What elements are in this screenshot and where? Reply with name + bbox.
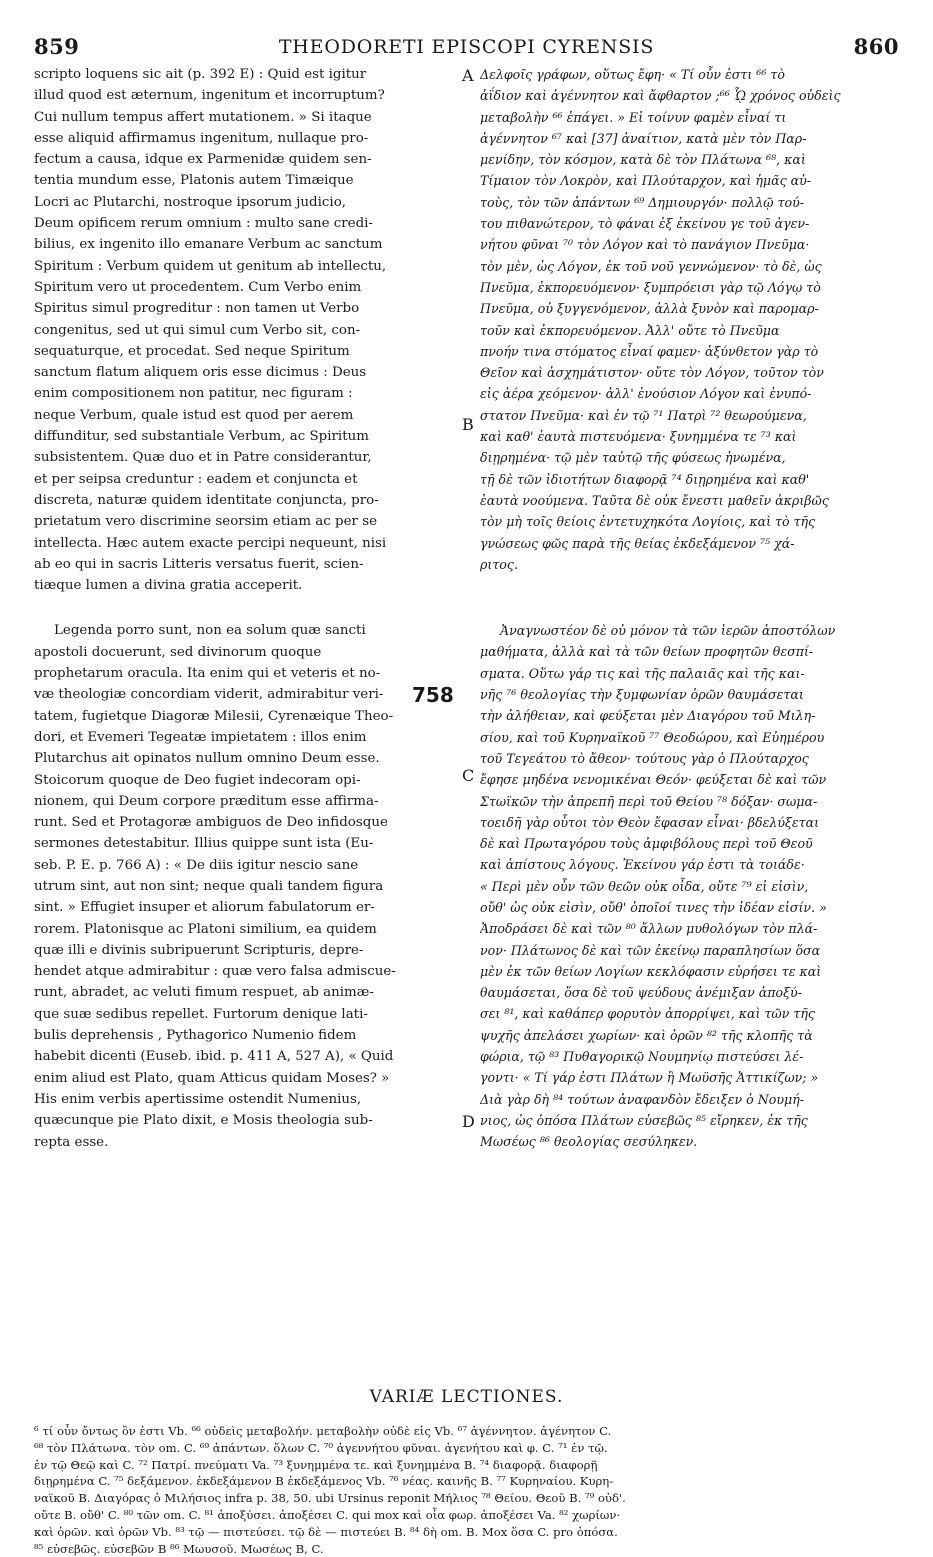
latin-line: bulis deprehensis , Pythagorico Numenio fidem [34, 1028, 357, 1044]
greek-line: Ἀποδράσει δὲ καὶ τῶν ⁸⁰ ἄλλων μυθολόγων τὸν πλά- [480, 921, 818, 937]
latin-line: tiæque lumen a divina gratia acceperit. [34, 578, 303, 594]
greek-line: τὸν μὲν, ὡς Λόγον, ἐκ τοῦ νοῦ γεννώμενον· τὸ δὲ, ὡς [480, 258, 822, 274]
greek-line: ἀγέννητον ⁶⁷ καὶ [37] ἀναίτιον, κατὰ μὲν τὸν Παρ- [480, 130, 807, 146]
margin-marker-c: C [462, 766, 475, 785]
greek-line: Θεῖον καὶ ἀσχημάτιστον· οὔτε τὸν Λόγον, τοῦτον τὸν [480, 365, 824, 381]
latin-line: sint. » Effugiet insuper et aliorum fabulatorum er- [34, 900, 375, 916]
latin-line: illud quod est æternum, ingenitum et incorruptum? [34, 88, 385, 104]
latin-line: quæ illi e divinis subripuerunt Scripturis, depre- [34, 942, 364, 958]
greek-line: στατον Πνεῦμα· καὶ ἐν τῷ ⁷¹ Πατρὶ ⁷² θεωρούμενα, [480, 407, 807, 423]
latin-line: Legenda porro sunt, non ea solum quæ sancti [54, 623, 366, 639]
greek-line: οὔθ' ὡς οὐκ εἰσὶν, οὔθ' ὁποῖοί τινες τὴν ἰδέαν εἰσίν. » [480, 899, 827, 915]
latin-paragraph-2 [34, 620, 456, 1152]
latin-line: enim compositionem non patitur, nec figuram : [34, 386, 353, 402]
latin-line: scripto loquens sic ait (p. 392 E) : Quid est igitur [34, 67, 367, 82]
latin-line: runt. Sed et Protagoræ ambiguos de Deo infidosque [34, 815, 388, 831]
greek-line: τῇ δὲ τῶν ἰδιοτήτων διαφορᾷ ⁷⁴ διῃρημένα καὶ καθ' [480, 471, 810, 487]
greek-line: νιος, ὡς ὁπόσα Πλάτων εὐσεβῶς ⁸⁵ εἴρηκεν, ἐκ τῆς [480, 1112, 808, 1128]
page-number-left: 859 [34, 34, 80, 59]
greek-paragraph-2 [480, 620, 900, 1152]
latin-line: quæcunque pie Plato dixit, e Mosis theologia sub- [34, 1113, 373, 1129]
greek-line: φώρια, τῷ ⁸³ Πυθαγορικῷ Νουμηνίῳ πιστεύσει λέ- [480, 1049, 804, 1065]
greek-line: ἑαυτὰ νοούμενα. Ταῦτα δὲ οὐκ ἔνεστι μαθεῖν ἀκριβῶς [480, 492, 829, 508]
latin-line: Spiritus simul progreditur : non tamen ut Verbo [34, 301, 360, 317]
latin-line: utrum sint, aut non sint; neque quali tandem figura [34, 878, 384, 894]
latin-line: nionem, qui Deum corpore præditum esse affirma- [34, 793, 379, 809]
greek-line: Στωϊκῶν τὴν ἀπρεπῆ περὶ τοῦ Θείου ⁷⁸ δόξαν· σωμα- [480, 793, 818, 809]
latin-line: tatem, fugietque Diagoræ Milesii, Cyrenæique Theo- [34, 708, 394, 724]
latin-line: sequaturque, et procedat. Sed neque Spiritum [34, 343, 350, 359]
greek-line: πνοήν τινα στόματος εἶναί φαμεν· ἀξύνθετον γὰρ τὸ [480, 343, 819, 359]
greek-paragraph-1 [480, 64, 900, 575]
running-title: THEODORETI EPISCOPI CYRENSIS [278, 36, 655, 58]
running-header [34, 34, 899, 60]
footnote-line: ⁶⁸ τὸν Πλάτωνα. τὸν om. C. ⁶⁹ ἁπάντων. ὅλων C. ⁷⁰ ἀγεννήτου φῦναι. ἀγενήτου καὶ φ. C. ⁷¹ ἐν τῷ. [34, 1440, 608, 1455]
greek-line: Τίμαιον τὸν Λοκρὸν, καὶ Πλούταρχον, καὶ ἡμᾶς αὐ- [480, 173, 812, 189]
footnote-line: ἐν τῷ Θεῷ καὶ C. ⁷² Πατρί. πνεύματι Va. ⁷³ ξυνημμένα τε. καὶ ξυνημμένα B. ⁷⁴ διαφορᾷ. διαφορῇ [34, 1457, 598, 1472]
greek-line: τοὺς, τὸν τῶν ἁπάντων ⁶⁹ Δημιουργόν· πολλῷ τού- [480, 194, 805, 210]
footnote-line: οὔτε B. οὔθ' C. ⁸⁰ τῶν om. C. ⁸¹ ἀποξύσει. ἀποξέσει C. qui mox καὶ οἷα φωρ. ἀποξέσει Va. ⁸² χωρίων· [34, 1507, 621, 1522]
margin-marker-b: B [462, 415, 474, 434]
footnote-line: καὶ ὁρῶν. καὶ ὁρῶν Vb. ⁸³ τῷ — πιστεύσει. τῷ δὲ — πιστεύει B. ⁸⁴ δὴ om. B. Mox ὅσα C. pro ὁπόσα. [34, 1524, 618, 1539]
latin-line: enim aliud est Plato, quam Atticus quidam Moses? » [34, 1070, 390, 1086]
greek-line: ριτος. [480, 556, 518, 572]
latin-line: et per seipsa creduntur : eadem et conjuncta et [34, 471, 358, 487]
greek-line: διῃρημένα· τῷ μὲν ταὐτῷ τῆς φύσεως ἡνωμένα, [480, 450, 786, 466]
latin-line: rorem. Platonisque ac Platoni similium, ea quidem [34, 921, 377, 937]
margin-marker-a: A [462, 66, 474, 85]
greek-column [480, 64, 900, 1153]
latin-line: Spiritum vero ut procedentem. Cum Verbo enim [34, 279, 362, 295]
page-number-right: 860 [853, 34, 899, 59]
greek-line: δὲ καὶ Πρωταγόρου τοὺς ἀμφιβόλους περὶ τοῦ Θεοῦ [480, 836, 813, 852]
column-number-marker: 758 [412, 683, 454, 707]
margin-marker-d: D [462, 1112, 475, 1131]
greek-line: μαθήματα, ἀλλὰ καὶ τὰ τῶν θείων προφητῶν θεσπί- [480, 644, 814, 660]
greek-line: νήτου φῦναι ⁷⁰ τὸν Λόγον καὶ τὸ πανάγιον Πνεῦμα· [480, 237, 810, 253]
greek-line: Ἀναγνωστέον δὲ οὐ μόνον τὰ τῶν ἱερῶν ἀποστόλων [500, 623, 836, 639]
greek-line: καὶ ἀπίστους λόγους. Ἐκείνου γάρ ἐστι τὰ τοιάδε· [480, 857, 805, 873]
greek-line: Πνεῦμα, οὐ ξυγγενόμενον, ἀλλὰ ξυνὸν καὶ παρομαρ- [480, 301, 819, 317]
latin-line: Cui nullum tempus affert mutationem. » Si itaque [34, 109, 372, 125]
greek-line: σίου, καὶ τοῦ Κυρηναϊκοῦ ⁷⁷ Θεοδώρου, καὶ Εὐημέρου [480, 729, 825, 745]
greek-line: καὶ καθ' ἑαυτὰ πιστευόμενα· ξυνημμένα τε ⁷³ καὶ [480, 429, 797, 445]
greek-line: ψυχῆς ἀπελάσει χωρίων· καὶ ὁρῶν ⁸² τῆς κλοπῆς τὰ [480, 1027, 813, 1043]
latin-line: Deum opificem rerum omnium : multo sane credi- [34, 216, 373, 232]
latin-paragraph-1 [34, 64, 456, 596]
greek-line: σματα. Οὕτω γάρ τις καὶ τῆς παλαιᾶς καὶ τῆς και- [480, 665, 805, 681]
latin-line: que suæ sedibus repellet. Furtorum denique lati- [34, 1006, 368, 1022]
latin-column [34, 64, 456, 1153]
latin-line: sanctum flatum aliquem oris esse dicimus : Deus [34, 365, 367, 381]
greek-line: γνώσεως φῶς παρὰ τῆς θείας ἐκδεξάμενον ⁷⁵ χά- [480, 535, 795, 551]
latin-line: sermones detestabitur. Illius quippe sunt ista (Eu- [34, 836, 374, 852]
latin-line: prophetarum oracula. Ita enim qui et veteris et no- [34, 666, 381, 682]
latin-line: apostoli docuerunt, sed divinorum quoque [34, 644, 322, 660]
greek-line: θαυμάσεται, ὅσα δὲ τοῦ ψεύδους ἀνέμιξαν ἀποξύ- [480, 985, 802, 1001]
variae-lectiones-heading: VARIÆ LECTIONES. [369, 1387, 564, 1407]
greek-line: εἰς ἀέρα χεόμενον· ἀλλ' ἐνούσιον Λόγον καὶ ἐνυπό- [480, 386, 812, 402]
latin-line: habebit dicenti (Euseb. ibid. p. 411 A, 527 A), « Quid [34, 1049, 394, 1065]
greek-line: Δελφοῖς γράφων, οὕτως ἔφη· « Τί οὖν ἐστι ⁶⁶ τὸ [480, 67, 785, 82]
greek-line: τοῦν καὶ ἐκπορευόμενον. Ἀλλ' οὔτε τὸ Πνεῦμα [480, 322, 780, 338]
latin-line: Stoicorum quoque de Deo fugiet indecoram opi- [34, 772, 361, 788]
greek-line: μενίδην, τὸν κόσμον, κατὰ δὲ τὸν Πλάτωνα ⁶⁸, καὶ [480, 152, 806, 168]
latin-line: Locri ac Plutarchi, nostroque ipsorum judicio, [34, 194, 347, 210]
latin-line: Spiritum : Verbum quidem ut genitum ab intellectu, [34, 258, 387, 274]
latin-line: repta esse. [34, 1134, 109, 1150]
latin-line: hendet atque admirabitur : quæ vero falsa admiscue- [34, 964, 396, 980]
greek-line: ἀΐδιον καὶ ἀγέννητον καὶ ἄφθαρτον ;⁶⁶ ᾯ χρόνος οὐδεὶς [480, 88, 841, 104]
greek-line: τοῦ Τεγεάτου τὸ ἄθεον· τούτους γὰρ ὁ Πλούταρχος [480, 750, 809, 766]
latin-line: subsistentem. Quæ duo et in Patre considerantur, [34, 450, 372, 466]
footnote-line: ⁶ τί οὖν ὄντως ὂν ἐστι Vb. ⁶⁶ οὐδεὶς μεταβολήν. μεταβολὴν οὐδὲ εἰς Vb. ⁶⁷ ἀγέννητον. ἀγένητον C. [34, 1424, 612, 1438]
latin-line: seb. P. E. p. 766 A) : « De diis igitur nescio sane [34, 857, 359, 873]
latin-line: discreta, naturæ quidem identitate conjuncta, pro- [34, 492, 379, 508]
latin-line: intellecta. Hæc autem exacte percipi nequeunt, nisi [34, 535, 387, 551]
footnote-line: ⁸⁵ εὐσεβῶς. εὐσεβῶν B ⁸⁶ Μωυσοῦ. Μωσέως B, C. [34, 1541, 324, 1556]
greek-line: Μωσέως ⁸⁶ θεολογίας σεσύληκεν. [480, 1134, 698, 1150]
greek-line: « Περὶ μὲν οὖν τῶν θεῶν οὐκ οἶδα, οὔτε ⁷⁹ εἰ εἰσὶν, [480, 878, 809, 894]
latin-line: tentia mundum esse, Platonis autem Timæique [34, 173, 354, 189]
latin-line: congenitus, sed ut qui simul cum Verbo sit, con- [34, 322, 361, 338]
greek-line: του πιθανώτερον, τὸ φάναι ἐξ ἐκείνου γε τοῦ ἀγεν- [480, 216, 810, 232]
latin-line: bilius, ex ingenito illo emanare Verbum ac sanctum [34, 237, 383, 253]
latin-line: væ theologiæ concordiam viderit, admirabitur veri- [34, 687, 384, 703]
variae-lectiones-notes [34, 1423, 900, 1557]
greek-line: τοειδῆ γὰρ οὗτοι τὸν Θεὸν ἔφασαν εἶναι· βδελύξεται [480, 814, 820, 830]
latin-line: dori, et Evemeri Tegeatæ impietatem : illos enim [34, 729, 367, 745]
footnote-line: ναϊκοῦ B. Διαγόρας ὁ Μιλήσιος infra p. 38, 50. ubi Ursinus reponit Μήλιος ⁷⁸ Θείου. Θεοῦ B. ⁷⁹ οὐδ'. [34, 1491, 626, 1506]
greek-line: ἔφησε μηδένα νενομικέναι Θεόν· φεύξεται δὲ καὶ τῶν [480, 772, 827, 788]
latin-line: esse aliquid affirmamus ingenitum, nullaque pro- [34, 130, 369, 146]
footnote-line: διῃρημένα C. ⁷⁵ δεξάμενον. ἐκδεξάμενον B ἐκδεξάμενος Vb. ⁷⁶ νέας. καινῆς B. ⁷⁷ Κυρηναίου. Κυρη- [34, 1474, 614, 1489]
greek-line: Διὰ γὰρ δὴ ⁸⁴ τούτων ἀναφανδὸν ἔδειξεν ὁ Νουμή- [480, 1091, 804, 1107]
greek-line: τὸν μὴ τοῖς θείοις ἐντετυχηκότα Λογίοις, καὶ τὸ τῆς [480, 514, 816, 530]
greek-line: μὲν ἐκ τῶν θείων Λογίων κεκλόφασιν εὑρήσει τε καὶ [480, 963, 822, 979]
latin-line: ab eo qui in sacris Litteris versatus fuerit, scien- [34, 556, 364, 572]
greek-line: τὴν ἀλήθειαν, καὶ φεύξεται μὲν Διαγόρου τοῦ Μιλη- [480, 708, 816, 724]
latin-line: prietatum vero discrimine seorsim etiam ac per se [34, 514, 377, 530]
greek-line: νον· Πλάτωνος δὲ καὶ τῶν ἐκείνῳ παραπλησίων ὅσα [480, 942, 821, 958]
greek-line: μεταβολὴν ⁶⁶ ἐπάγει. » Εἰ τοίνυν φαμὲν εἶναί τι [480, 109, 787, 125]
latin-line: Plutarchus ait opinatos nullum omnino Deum esse. [34, 751, 380, 767]
latin-line: neque Verbum, quale istud est quod per aerem [34, 407, 354, 423]
greek-line: νῆς ⁷⁶ θεολογίας τὴν ξυμφωνίαν ὁρῶν θαυμάσεται [480, 687, 804, 703]
greek-line: σει ⁸¹, καὶ καθάπερ φορυτὸν ἀπορρίψει, καὶ τῶν τῆς [480, 1006, 815, 1022]
latin-line: runt, abradet, ac veluti fimum respuet, ab animæ- [34, 985, 374, 1001]
latin-line: His enim verbis apertissime ostendit Numenius, [34, 1091, 362, 1107]
latin-line: fectum a causa, idque ex Parmenidæ quidem sen- [34, 152, 372, 168]
greek-line: γοντι· « Τί γάρ ἐστι Πλάτων ἢ Μωϋσῆς Ἀττικίζων; » [480, 1070, 819, 1086]
latin-line: diffunditur, sed substantiale Verbum, ac Spiritum [34, 429, 369, 445]
greek-line: Πνεῦμα, ἐκπορευόμενον· ξυμπρόεισι γὰρ τῷ Λόγῳ τὸ [480, 279, 821, 295]
